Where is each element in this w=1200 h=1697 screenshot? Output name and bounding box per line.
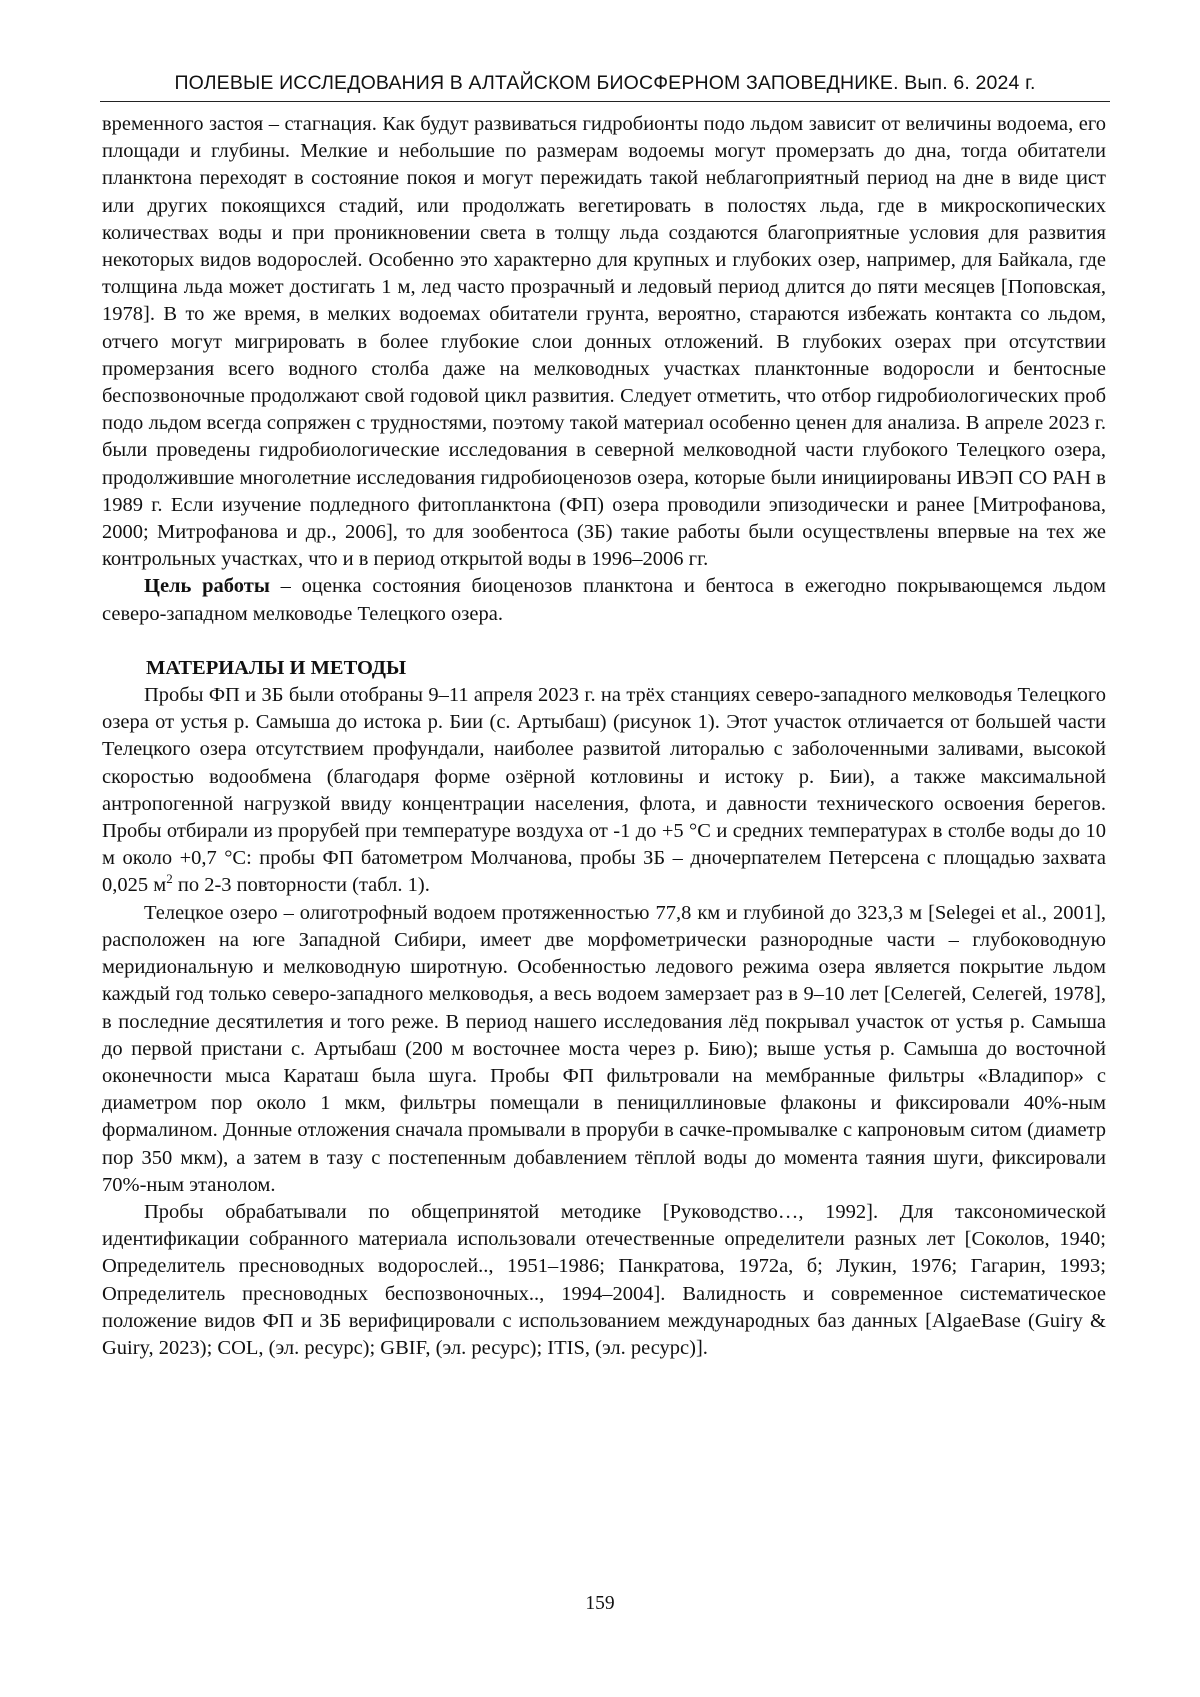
- aim-label: Цель работы: [144, 575, 270, 598]
- intro-paragraph: временного застоя – стагнация. Как будут развиваться гидробионты подо льдом зависит от величины водоема, его площади и глубины. Мелкие и небольшие по размерам водоемы могут промерзать до дна, тогда обитатели планктона переходят в состояние покоя и могут пережидать такой неблагоприятный период на дне в виде цист или других покоящихся стадий, или продолжать вегетировать в полостях льда, где в микроскопических количествах воды и при проникновении света в толщу льда создаются благоприятные условия для развития некоторых видов водорослей. Особенно это характерно для крупных и глубоких озер, например, для Байкала, где толщина льда может достигать 1 м, лед часто прозрачный и ледовый период длится до пяти месяцев [Поповская, 1978]. В то же время, в мелких водоемах обитатели грунта, вероятно, стараются избежать контакта со льдом, отчего могут мигрировать в более глубокие слои донных отложений. В глубоких озерах при отсутствии промерзания всего водного столба даже на мелководных участках планктонные водоросли и бентосные беспозвоночные продолжают свой годовой цикл развития. Следует отметить, что отбор гидробиологических проб подо льдом всегда сопряжен с трудностями, поэтому такой материал особенно ценен для анализа. В апреле 2023 г. были проведены гидробиологические исследования в северной мелководной части глубокого Телецкого озера, продолжившие многолетние исследования гидробиоценозов озера, которые были инициированы ИВЭП СО РАН в 1989 г. Если изучение подледного фитопланктона (ФП) озера проводили эпизодически и ранее [Митрофанова, 2000; Митрофанова и др., 2006], то для зообентоса (ЗБ) такие работы были осуществлены впервые на тех же контрольных участках, что и в период открытой воды в 1996–2006 гг.: [102, 113, 1106, 571]
- sampling-text: Пробы ФП и ЗБ были отобраны 9–11 апреля 2023 г. на трёх станциях северо-западного мелководья Телецкого озера от устья р. Самыша до истока р. Бии (с. Артыбаш) (рисунок 1). Этот участок отличается от большей части Телецкого озера отсутствием профундали, наиболее развитой литоралью с заболоченными заливами, высокой скоростью водообмена (благодаря форме озёрной котловины и истоку р. Бии), а также максимальной антропогенной нагрузкой ввиду концентрации населения, флота, и давности технического освоения берегов. Пробы отбирали из прорубей при температуре воздуха от -1 до +5 °С и средних температурах в столбе воды до 10 м около +0,7 °С: пробы ФП батометром Молчанова, пробы ЗБ – дночерпателем Петерсена с площадью захвата 0,025 м: [102, 684, 1106, 897]
- methods-paragraph-processing: Пробы обрабатывали по общепринятой методике [Руководство…, 1992]. Для таксономической идентификации собранного материала использовали отечественные определители разных лет [Соколов, 1940; Определитель пресноводных водорослей.., 1951–1986; Панкратова, 1972а, б; Лукин, 1976; Гагарин, 1993; Определитель пресноводных беспозвоночных.., 1994–2004]. Валидность и современное систематическое положение видов ФП и ЗБ верифицировали с использованием международных баз данных [AlgaeBase (Guiry & Guiry, 2023); COL, (эл. ресурс); GBIF, (эл. ресурс); ITIS, (эл. ресурс)].: [102, 1200, 1106, 1359]
- methods-paragraph-lake: Телецкое озеро – олиготрофный водоем протяженностью 77,8 км и глубиной до 323,3 м [Selegei et al., 2001], расположен на юге Западной Сибири, имеет две морфометрически разнородные части – глубоководную меридиональную и мелководную широтную. Особенностью ледового режима озера является покрытие льдом каждый год только северо-западного мелководья, а весь водоем замерзает раз в 9–10 лет [Селегей, Селегей, 1978], в последние десятилетия и того реже. В период нашего исследования лёд покрывал участок от устья р. Самыша до первой пристани с. Артыбаш (200 м восточнее моста через р. Бию); выше устья р. Самыша до восточной оконечности мыса Караташ была шуга. Пробы ФП фильтровали на мембранные фильтры «Владипор» с диаметром пор около 1 мкм, фильтры помещали в пенициллиновые флаконы и фиксировали 40%-ным формалином. Донные отложения сначала промывали в проруби в сачке-промывалке с капроновым ситом (диаметр пор 350 мкм), а затем в тазу с постепенным добавлением тёплой воды до момента таяния шуги, фиксировали 70%-ным этанолом.: [102, 901, 1106, 1196]
- superscript-exponent: 2: [166, 871, 173, 887]
- aim-paragraph: [102, 573, 1106, 627]
- methods-paragraph-sampling: [102, 682, 1106, 900]
- page-number: 159: [585, 1593, 615, 1614]
- aim-text: – оценка состояния биоценозов планктона и бентоса в ежегодно покрывающемся льдом северо-западном мелководье Телецкого озера.: [102, 575, 1106, 625]
- header-divider: [100, 101, 1110, 102]
- section-heading-methods: МАТЕРИАЛЫ И МЕТОДЫ: [146, 656, 407, 679]
- sampling-text-end: по 2-3 повторности (табл. 1).: [172, 874, 430, 897]
- article-body: [102, 111, 1106, 1362]
- running-header: ПОЛЕВЫЕ ИССЛЕДОВАНИЯ В АЛТАЙСКОМ БИОСФЕРНОМ ЗАПОВЕДНИКЕ. Вып. 6. 2024 г.: [174, 72, 1036, 94]
